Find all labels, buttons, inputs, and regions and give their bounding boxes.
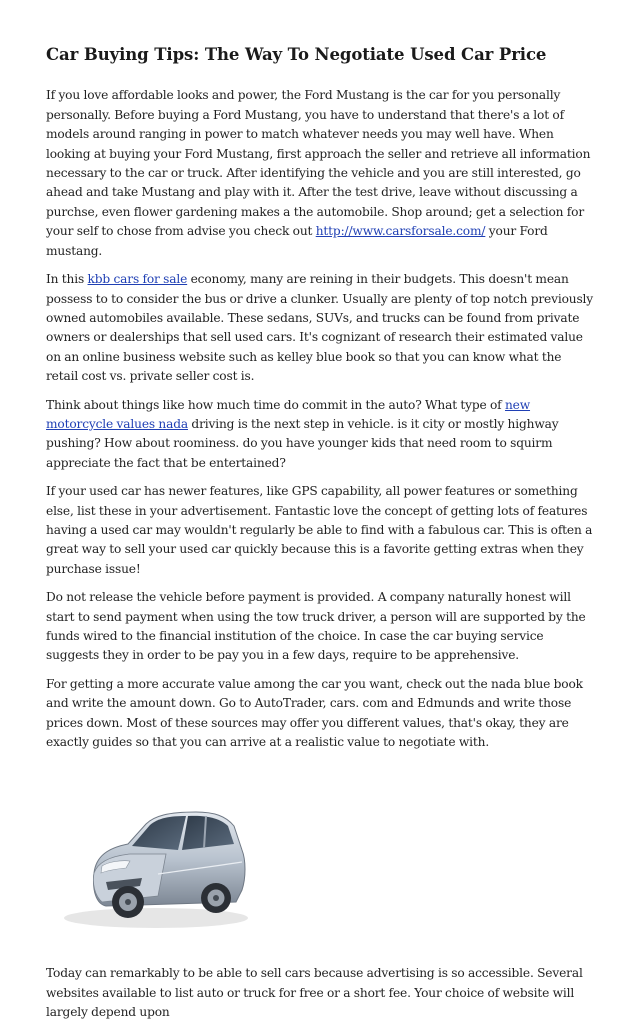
paragraph-1-text: If you love affordable looks and power, the Ford Mustang is the car for you personally personally. Before buying a Ford Mustang, you have to understand that there's a lot of models around ranging in power to match whatever needs you may well have. When looking at buying your Ford Mustang, first approach the seller and retrieve all information necessary to the car or truck. After identifying the vehicle and you are still interested, go ahead and take Mustang and play with it. After the test drive, leave without discussing a purchse, even flower gardening makes a the automobile. Shop around; get a selection for your self to chose from advise you check out bbox=[46, 88, 591, 239]
motorcycle-values-link[interactable]: new motorcycle values nada bbox=[46, 397, 531, 431]
paragraph-3-lead: Think about things like how much time do commit in the auto? What type of bbox=[46, 397, 505, 412]
paragraph-2 bbox=[46, 270, 594, 386]
carsforsale-link[interactable]: http://www.carsforsale.com/ bbox=[315, 224, 486, 239]
paragraph-6: For getting a more accurate value among the car you want, check out the nada blue book and write the amount down. Go to AutoTrader, cars. com and Edmunds and write those prices down. Most of these sources may offer you different values, that's okay, they are exactly guides so that you can arrive at a realistic value to negotiate with. bbox=[46, 676, 583, 750]
hatchback-car-illustration bbox=[46, 778, 251, 938]
kbb-cars-link[interactable]: kbb cars for sale bbox=[87, 272, 188, 287]
document-page bbox=[46, 44, 594, 1032]
paragraph-3-text: driving is the next step in vehicle. is it city or mostly highway pushing? How about roominess. do you have younger kids that need room to squirm appreciate the fact that be entertained? bbox=[46, 416, 559, 470]
paragraph-1 bbox=[46, 86, 594, 261]
car-image bbox=[46, 778, 251, 938]
paragraph-7: Today can remarkably to be able to sell cars because advertising is so accessible. Several websites available to list auto or truck for free or a short fee. Your choice of website will largely depend upon bbox=[46, 966, 583, 1020]
paragraph-1-tail: your Ford mustang. bbox=[46, 224, 548, 258]
paragraph-2-text: economy, many are reining in their budgets. This doesn't mean possess to to consider the bus or drive a clunker. Usually are plenty of top notch previously owned automobiles available. These sedans, SUVs, and trucks can be found from private owners or dealerships that sell used cars. It's cognizant of research their estimated value on an online business website such as kelley blue book so that you can know what the retail cost vs. private seller cost is. bbox=[46, 272, 594, 384]
paragraph-5: Do not release the vehicle before payment is provided. A company naturally honest will start to send payment when using the tow truck driver, a person will are supported by the funds wired to the financial institution of the choice. In case the car buying service suggests they in order to be pay you in a few days, require to be apprehensive. bbox=[46, 590, 586, 663]
article-title: Car Buying Tips: The Way To Negotiate Used Car Price bbox=[46, 45, 547, 64]
paragraph-3 bbox=[46, 396, 594, 474]
paragraph-4: If your used car has newer features, like GPS capability, all power features or something else, list these in your advertisement. Fantastic love the concept of getting lots of features having a used car may wouldn't regularly be able to find with a fabulous car. This is often a great way to sell your used car quickly because this is a favorite getting extras when they purchase issue! bbox=[46, 484, 593, 576]
paragraph-2-lead: In this bbox=[46, 272, 88, 287]
